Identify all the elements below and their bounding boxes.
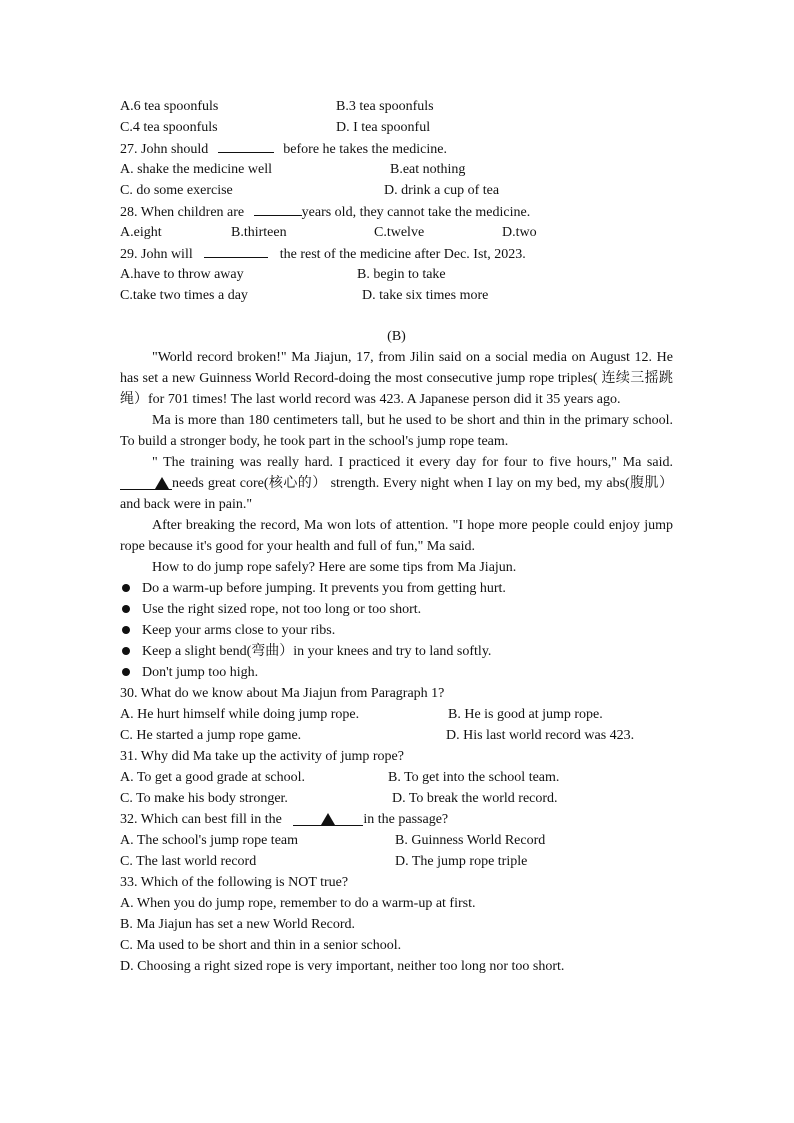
tip-text: Don't jump too high. <box>142 665 259 680</box>
q29-option-c: C.take two times a day <box>120 288 248 303</box>
q32-stem-end: in the passage? <box>363 812 449 827</box>
q27-option-a: A. shake the medicine well <box>120 162 273 177</box>
q31-row-2 <box>120 788 673 809</box>
q32-option-a: A. The school's jump rope team <box>120 833 299 848</box>
paragraph-3-start: " The training was really hard. I practiced it every day for four to five hours," Ma said. <box>152 455 673 470</box>
q26-row-2 <box>120 117 673 138</box>
paragraph-3-end: needs great core(核心的） strength. Every night when I lay on my bed, my abs(腹肌）and back were in pain." <box>120 476 673 512</box>
q28-option-c: C.twelve <box>374 225 425 240</box>
q27-row-1 <box>120 159 673 180</box>
tip-item <box>120 599 673 620</box>
bullet-icon <box>122 668 130 676</box>
q29-option-b: B. begin to take <box>357 267 446 282</box>
bullet-icon <box>122 605 130 613</box>
passage-paragraph-1: "World record broken!" Ma Jiajun, 17, from Jilin said on a social media on August 12. He has set a new Guinness World Record-doing the most consecutive jump rope triples( 连续三摇跳绳）for 701 times! The last world record was 423. A Japanese person did it 35 years ago. <box>120 350 673 407</box>
bullet-icon <box>122 647 130 655</box>
passage-paragraph-3 <box>120 452 673 515</box>
q30-question: 30. What do we know about Ma Jiajun from Paragraph 1? <box>120 686 445 701</box>
q27-row-2 <box>120 180 673 201</box>
q29-option-a: A.have to throw away <box>120 267 244 282</box>
q29-row-1 <box>120 264 673 285</box>
q28-options <box>120 222 673 243</box>
q32-blank <box>293 809 363 826</box>
q27-stem-start: 27. John should <box>120 142 209 157</box>
paragraph-3-blank <box>120 473 172 490</box>
q27-option-d: D. drink a cup of tea <box>384 183 500 198</box>
q28-option-b: B.thirteen <box>231 225 287 240</box>
q26-option-a: A.6 tea spoonfuls <box>120 99 219 114</box>
q33-option-b: B. Ma Jiajun has set a new World Record. <box>120 917 356 932</box>
q32-option-b: B. Guinness World Record <box>395 833 546 848</box>
q26-option-d: D. I tea spoonful <box>336 120 431 135</box>
q31-question: 31. Why did Ma take up the activity of jump rope? <box>120 749 404 764</box>
q29-blank <box>204 243 268 258</box>
q30-option-c: C. He started a jump rope game. <box>120 728 302 743</box>
q32-row-2 <box>120 851 673 872</box>
tip-item <box>120 641 673 662</box>
q29-stem-end: the rest of the medicine after Dec. Ist, 2023. <box>279 247 526 262</box>
passage-paragraph-4: After breaking the record, Ma won lots of attention. "I hope more people could enjoy jump rope because it's good for your health and full of fun," Ma said. <box>120 518 673 554</box>
q31-option-d: D. To break the world record. <box>392 791 558 806</box>
section-b-heading: (B) <box>387 329 406 344</box>
tip-item <box>120 578 673 599</box>
q27-blank <box>218 138 274 153</box>
q33-option-c: C. Ma used to be short and thin in a senior school. <box>120 938 402 953</box>
q29-question <box>120 243 673 264</box>
tip-item <box>120 620 673 641</box>
tip-text: Do a warm-up before jumping. It prevents you from getting hurt. <box>142 581 506 596</box>
passage-paragraph-2: Ma is more than 180 centimeters tall, but he used to be short and thin in the primary school. To build a stronger body, he took part in the school's jump rope team. <box>120 413 673 449</box>
passage-paragraph-5: How to do jump rope safely? Here are some tips from Ma Jiajun. <box>152 560 517 575</box>
q32-option-d: D. The jump rope triple <box>395 854 528 869</box>
bullet-icon <box>122 626 130 634</box>
q27-stem-end: before he takes the medicine. <box>283 142 447 157</box>
tip-item <box>120 662 673 683</box>
triangle-marker-icon <box>155 477 169 489</box>
tip-text: Keep your arms close to your ribs. <box>142 623 336 638</box>
q30-option-b: B. He is good at jump rope. <box>448 707 603 722</box>
q31-option-b: B. To get into the school team. <box>388 770 560 785</box>
page-content <box>120 96 673 977</box>
q26-row-1 <box>120 96 673 117</box>
tip-text: Keep a slight bend(弯曲）in your knees and try to land softly. <box>142 644 492 659</box>
q27-option-c: C. do some exercise <box>120 183 233 198</box>
q27-question <box>120 138 673 159</box>
q33-question: 33. Which of the following is NOT true? <box>120 875 349 890</box>
q30-row-2 <box>120 725 673 746</box>
q29-row-2 <box>120 285 673 306</box>
q32-question <box>120 809 673 830</box>
q28-stem-start: 28. When children are <box>120 205 245 220</box>
q29-stem-start: 29. John will <box>120 247 193 262</box>
tip-text: Use the right sized rope, not too long or too short. <box>142 602 422 617</box>
q31-row-1 <box>120 767 673 788</box>
q29-option-d: D. take six times more <box>362 288 489 303</box>
bullet-icon <box>122 584 130 592</box>
q27-option-b: B.eat nothing <box>390 162 466 177</box>
triangle-marker-icon <box>321 813 335 825</box>
q33-option-d: D. Choosing a right sized rope is very important, neither too long nor too short. <box>120 959 565 974</box>
q31-option-a: A. To get a good grade at school. <box>120 770 305 785</box>
q30-option-a: A. He hurt himself while doing jump rope. <box>120 707 360 722</box>
q26-option-b: B.3 tea spoonfuls <box>336 99 434 114</box>
q31-option-c: C. To make his body stronger. <box>120 791 288 806</box>
q32-stem-start: 32. Which can best fill in the <box>120 812 282 827</box>
q33-option-a: A. When you do jump rope, remember to do a warm-up at first. <box>120 896 476 911</box>
q26-option-c: C.4 tea spoonfuls <box>120 120 218 135</box>
q30-row-1 <box>120 704 673 725</box>
q28-option-d: D.two <box>502 225 537 240</box>
q28-option-a: A.eight <box>120 225 162 240</box>
q28-question <box>120 201 673 222</box>
q30-option-d: D. His last world record was 423. <box>446 728 635 743</box>
q28-blank <box>254 201 302 216</box>
q28-stem-end: years old, they cannot take the medicine. <box>301 205 531 220</box>
q32-row-1 <box>120 830 673 851</box>
q32-option-c: C. The last world record <box>120 854 257 869</box>
